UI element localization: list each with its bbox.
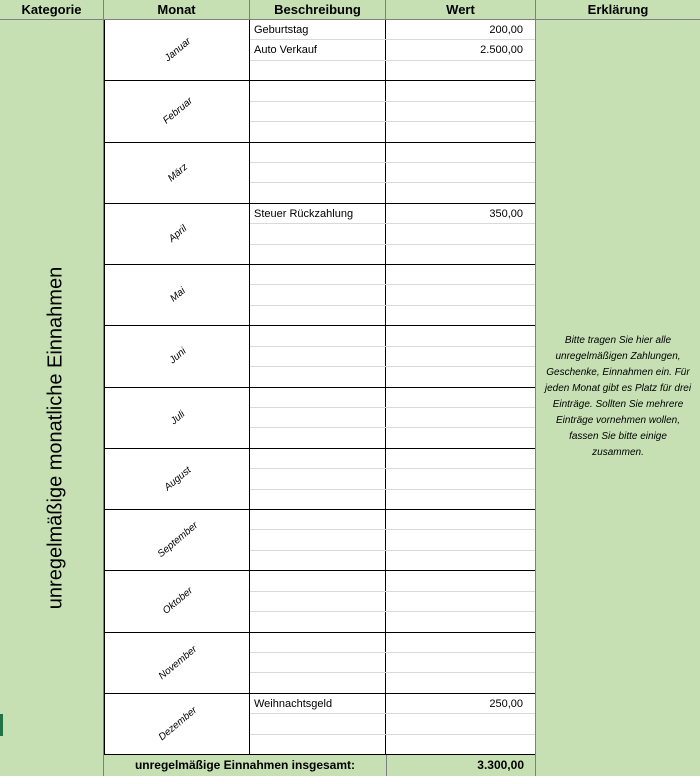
- entry-description-cell[interactable]: Auto Verkauf: [250, 40, 386, 59]
- entry-row: [250, 224, 536, 244]
- total-row: [104, 755, 536, 776]
- month-cell[interactable]: [104, 633, 250, 693]
- entry-row: [250, 551, 536, 571]
- month-block: [104, 265, 536, 326]
- header-beschreibung[interactable]: Beschreibung: [250, 0, 386, 20]
- entry-value-cell[interactable]: [386, 102, 536, 121]
- month-name: Oktober: [160, 585, 196, 618]
- entry-value-cell[interactable]: [386, 592, 536, 611]
- entry-row: [250, 40, 536, 60]
- month-block: [104, 326, 536, 387]
- month-name: Dezember: [156, 704, 200, 743]
- entry-value-cell[interactable]: [386, 285, 536, 304]
- entry-row: [250, 714, 536, 734]
- entry-description-cell[interactable]: [250, 245, 386, 265]
- entry-description-cell[interactable]: [250, 163, 386, 182]
- entry-value-cell[interactable]: 2.500,00: [386, 40, 536, 59]
- entry-value-cell[interactable]: [386, 530, 536, 549]
- entry-row: [250, 61, 536, 81]
- entry-description-cell[interactable]: [250, 449, 386, 468]
- month-block: [104, 510, 536, 571]
- month-block: [104, 388, 536, 449]
- entry-row: [250, 653, 536, 673]
- month-block: [104, 204, 536, 265]
- entry-description-cell[interactable]: Geburtstag: [250, 20, 386, 39]
- month-cell[interactable]: [104, 81, 250, 141]
- entry-row: [250, 285, 536, 305]
- entry-row: [250, 81, 536, 101]
- month-cell[interactable]: [104, 204, 250, 264]
- entry-description-cell[interactable]: [250, 469, 386, 488]
- total-value[interactable]: 3.300,00: [386, 755, 536, 776]
- header-monat[interactable]: Monat: [104, 0, 250, 20]
- entry-value-cell[interactable]: [386, 367, 536, 387]
- month-block: [104, 694, 536, 755]
- entry-description-cell[interactable]: [250, 61, 386, 81]
- entry-value-cell[interactable]: [386, 183, 536, 203]
- entry-value-cell[interactable]: [386, 449, 536, 468]
- entry-description-cell[interactable]: [250, 122, 386, 142]
- entry-row: [250, 367, 536, 387]
- entry-value-cell[interactable]: [386, 653, 536, 672]
- entry-value-cell[interactable]: [386, 408, 536, 427]
- entry-row: [250, 122, 536, 142]
- month-cell[interactable]: [104, 20, 250, 80]
- entry-description-cell[interactable]: [250, 612, 386, 632]
- entry-row: [250, 449, 536, 469]
- entry-description-cell[interactable]: [250, 143, 386, 162]
- month-block: [104, 571, 536, 632]
- entry-value-cell[interactable]: [386, 633, 536, 652]
- entry-row: [250, 673, 536, 693]
- entry-description-cell[interactable]: [250, 592, 386, 611]
- entry-row: [250, 204, 536, 224]
- month-cell[interactable]: [104, 388, 250, 448]
- month-cell[interactable]: [104, 265, 250, 325]
- entry-row: [250, 530, 536, 550]
- entry-description-cell[interactable]: [250, 367, 386, 387]
- header-erklaerung[interactable]: Erklärung: [587, 2, 649, 17]
- month-name: November: [156, 643, 200, 682]
- entry-description-cell[interactable]: [250, 285, 386, 304]
- kategorie-cell[interactable]: [0, 20, 104, 776]
- entry-value-cell[interactable]: [386, 714, 536, 733]
- entry-value-cell[interactable]: [386, 163, 536, 182]
- column-divider: [103, 0, 104, 776]
- month-block: [104, 143, 536, 204]
- header-kategorie[interactable]: Kategorie: [0, 0, 104, 20]
- entry-value-cell[interactable]: [386, 735, 536, 755]
- entry-row: [250, 612, 536, 632]
- entry-value-cell[interactable]: [386, 143, 536, 162]
- entry-row: [250, 469, 536, 489]
- entry-row: [250, 633, 536, 653]
- entry-description-cell[interactable]: [250, 408, 386, 427]
- entry-description-cell[interactable]: [250, 510, 386, 529]
- kategorie-label: unregelmäßige monatliche Einnahmen: [44, 266, 67, 610]
- entry-value-cell[interactable]: [386, 122, 536, 142]
- entry-row: [250, 306, 536, 326]
- month-name: Juni: [167, 346, 189, 367]
- month-cell[interactable]: [104, 143, 250, 203]
- entry-description-cell[interactable]: [250, 633, 386, 652]
- entry-row: [250, 428, 536, 448]
- entry-row: [250, 388, 536, 408]
- month-name: Mai: [168, 285, 188, 305]
- entry-description-cell[interactable]: [250, 81, 386, 100]
- month-cell[interactable]: [104, 449, 250, 509]
- entry-description-cell[interactable]: [250, 490, 386, 510]
- entry-value-cell[interactable]: 250,00: [386, 694, 536, 713]
- month-block: [104, 81, 536, 142]
- entry-description-cell[interactable]: [250, 428, 386, 448]
- month-name: Juli: [168, 408, 188, 427]
- entry-row: [250, 183, 536, 203]
- entry-description-cell[interactable]: [250, 347, 386, 366]
- entry-description-cell[interactable]: [250, 388, 386, 407]
- entry-value-cell[interactable]: [386, 326, 536, 345]
- entry-row: [250, 408, 536, 428]
- entry-description-cell[interactable]: [250, 183, 386, 203]
- entry-description-cell[interactable]: [250, 653, 386, 672]
- month-name: Februar: [161, 95, 195, 127]
- entry-description-cell[interactable]: [250, 224, 386, 243]
- header-row: [0, 0, 700, 20]
- entry-row: [250, 592, 536, 612]
- month-block: [104, 20, 536, 81]
- month-name: Januar: [162, 36, 194, 65]
- entry-description-cell[interactable]: Weihnachtsgeld: [250, 694, 386, 713]
- entry-row: [250, 163, 536, 183]
- entry-value-cell[interactable]: [386, 306, 536, 326]
- month-name: August: [162, 464, 194, 494]
- month-cell[interactable]: [104, 694, 250, 754]
- entry-row: [250, 20, 536, 40]
- month-name: März: [165, 161, 191, 184]
- entry-row: [250, 102, 536, 122]
- entry-value-cell[interactable]: [386, 673, 536, 693]
- entry-row: [250, 571, 536, 591]
- month-name: September: [155, 520, 201, 561]
- entry-value-cell[interactable]: [386, 265, 536, 284]
- entry-description-cell[interactable]: [250, 735, 386, 755]
- month-cell[interactable]: [104, 326, 250, 386]
- entry-row: [250, 143, 536, 163]
- entry-value-cell[interactable]: [386, 347, 536, 366]
- entry-value-cell[interactable]: [386, 388, 536, 407]
- entry-row: [250, 265, 536, 285]
- month-block: [104, 633, 536, 694]
- month-grid: [104, 20, 536, 755]
- entry-value-cell[interactable]: [386, 428, 536, 448]
- entry-description-cell[interactable]: [250, 714, 386, 733]
- entry-description-cell[interactable]: [250, 265, 386, 284]
- entry-description-cell[interactable]: [250, 551, 386, 571]
- entry-description-cell[interactable]: [250, 102, 386, 121]
- entry-row: [250, 245, 536, 265]
- entry-description-cell[interactable]: Steuer Rückzahlung: [250, 204, 386, 223]
- entry-row: [250, 490, 536, 510]
- entry-row: [250, 694, 536, 714]
- total-label[interactable]: unregelmäßige Einnahmen insgesamt:: [134, 758, 356, 772]
- entry-description-cell[interactable]: [250, 530, 386, 549]
- erklaerung-text: Bitte tragen Sie hier alle unregelmäßigen Zahlungen, Geschenke, Einnahmen ein. Für jeden Monat gibt es Platz für drei Einträge. Sollten Sie mehrere Einträge vornehmen wollen, fassen Sie bitte einige zusammen.: [544, 335, 692, 458]
- entry-value-cell[interactable]: 200,00: [386, 20, 536, 39]
- entry-value-cell[interactable]: [386, 245, 536, 265]
- entry-value-cell[interactable]: [386, 469, 536, 488]
- entry-value-cell[interactable]: [386, 81, 536, 100]
- entry-value-cell[interactable]: [386, 61, 536, 81]
- entry-row: [250, 735, 536, 755]
- entry-description-cell[interactable]: [250, 571, 386, 590]
- entry-description-cell[interactable]: [250, 326, 386, 345]
- entry-description-cell[interactable]: [250, 673, 386, 693]
- entry-value-cell[interactable]: [386, 224, 536, 243]
- month-name: April: [166, 223, 190, 245]
- entry-value-cell[interactable]: [386, 551, 536, 571]
- month-cell[interactable]: [104, 571, 250, 631]
- entry-row: [250, 510, 536, 530]
- entry-row: [250, 326, 536, 346]
- column-divider: [535, 0, 536, 776]
- entry-value-cell[interactable]: [386, 571, 536, 590]
- month-block: [104, 449, 536, 510]
- entry-value-cell[interactable]: [386, 490, 536, 510]
- header-wert[interactable]: Wert: [386, 0, 536, 20]
- entry-row: [250, 347, 536, 367]
- entry-value-cell[interactable]: [386, 612, 536, 632]
- entry-value-cell[interactable]: 350,00: [386, 204, 536, 223]
- entry-value-cell[interactable]: [386, 510, 536, 529]
- entry-description-cell[interactable]: [250, 306, 386, 326]
- row-selection-marker: [0, 714, 3, 736]
- month-cell[interactable]: [104, 510, 250, 570]
